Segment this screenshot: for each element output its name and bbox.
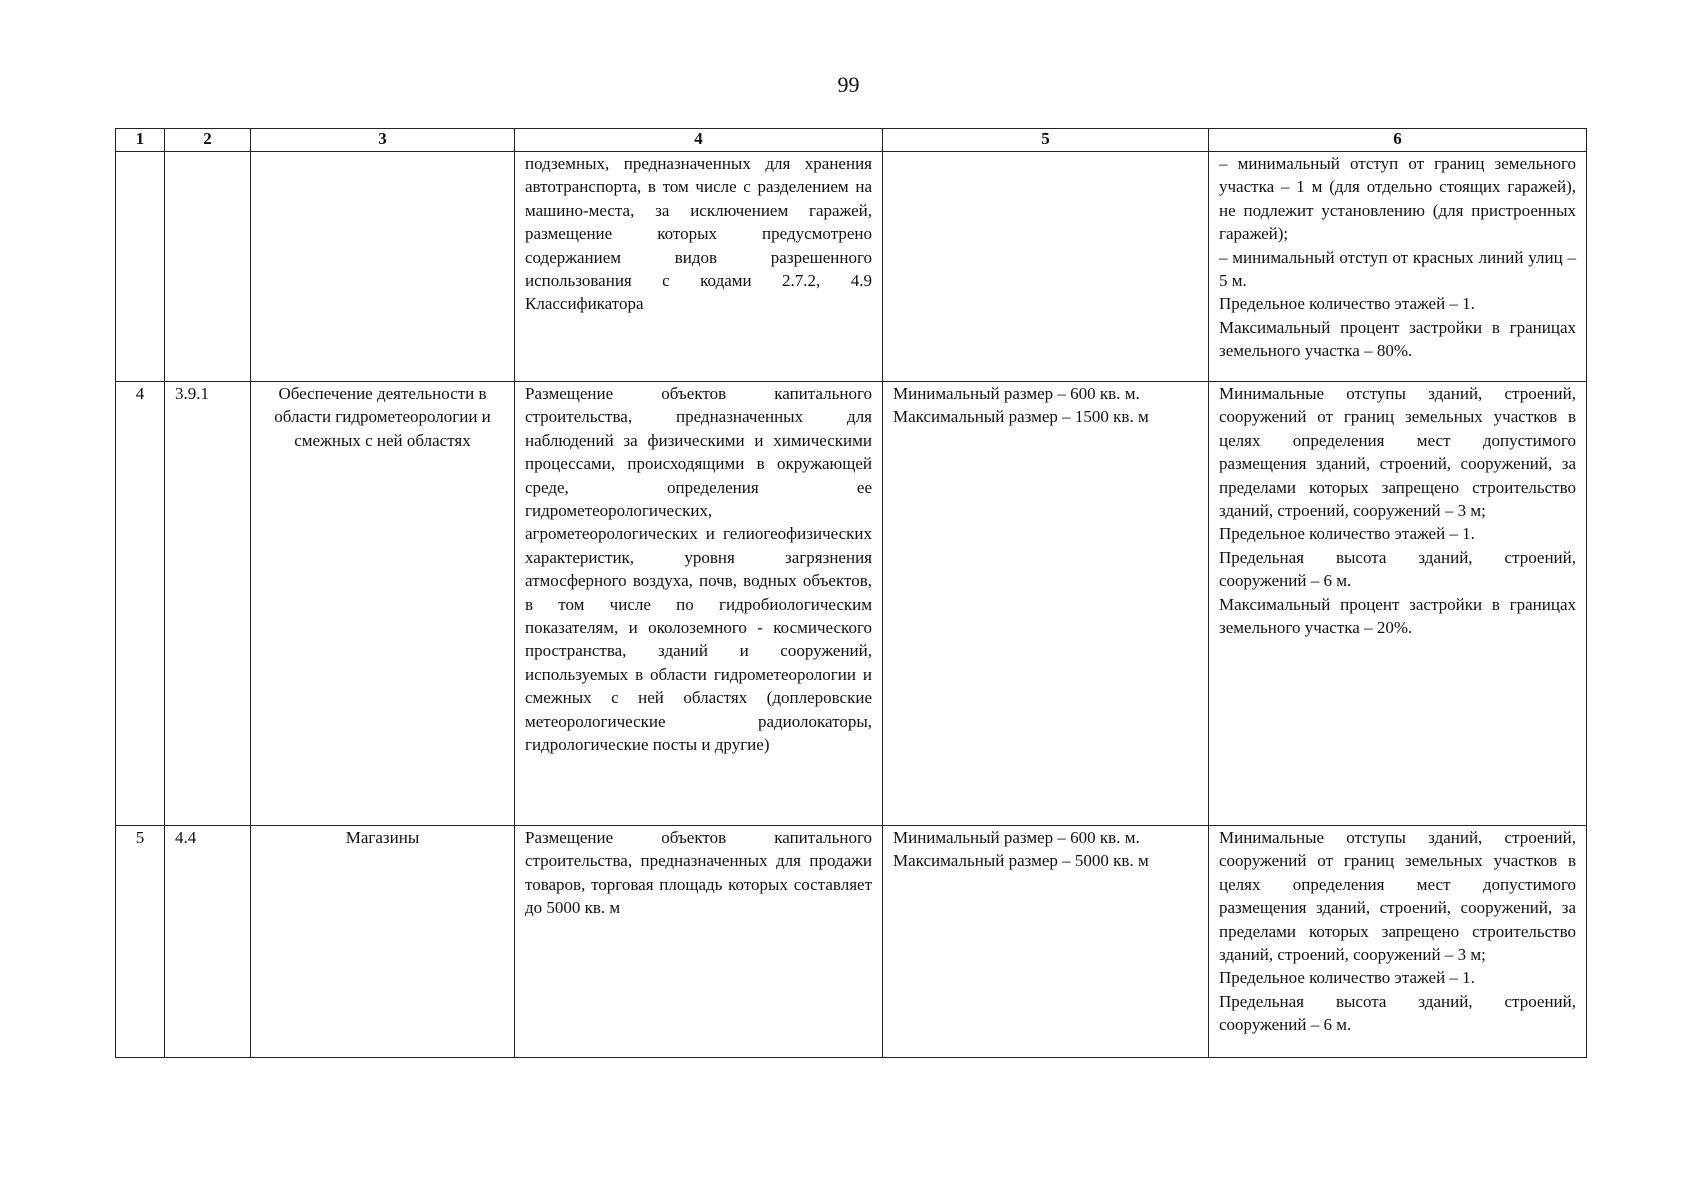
row-number [116,152,165,382]
plot-size: Минимальный размер – 600 кв. м. Максимальный размер – 5000 кв. м [883,826,1209,1058]
plot-size: Минимальный размер – 600 кв. м. Максимальный размер – 1500 кв. м [883,382,1209,826]
use-code: 4.4 [165,826,251,1058]
use-description: подземных, предназначенных для хранения автотранспорта, в том числе с разделением на машино-места, за исключением гаражей, размещение которых предусмотрено содержанием видов разрешенного использования с кодами 2.7.2, 4.9 Классификатора [515,152,883,382]
use-description: Размещение объектов капитального строительства, предназначенных для наблюдений за физическими и химическими процессами, происходящими в окружающей среде, определения ее гидрометеорологических, агрометеорологических и гелиогеофизических характеристик, уровня загрязнения атмосферного воздуха, почв, водных объектов, в том числе по гидробиологическим показателям, и околоземного - космического пространства, зданий и сооружений, используемых в области гидрометеорологии и смежных с ней областях (доплеровские метеорологические радиолокаторы, гидрологические посты и другие) [515,382,883,826]
column-header: 2 [165,129,251,152]
plot-size [883,152,1209,382]
use-name: Магазины [251,826,515,1058]
column-header: 6 [1209,129,1587,152]
build-parameters: Минимальные отступы зданий, строений, сооружений от границ земельных участков в целях определения мест допустимого размещения зданий, строений, сооружений, за пределами которых запрещено строительство зданий, строений, сооружений – 3 м; Предельное количество этажей – 1. Предельная высота зданий, строений, сооружений – 6 м. [1209,826,1587,1058]
row-number: 4 [116,382,165,826]
build-parameters: – минимальный отступ от границ земельного участка – 1 м (для отдельно стоящих гаражей), не подлежит установлению (для пристроенных гаражей); – минимальный отступ от красных линий улиц – 5 м. Предельное количество этажей – 1. Максимальный процент застройки в границах земельного участка – 80%. [1209,152,1587,382]
use-name: Обеспечение деятельности в области гидрометеорологии и смежных с ней областях [251,382,515,826]
zoning-table [115,128,1587,1058]
column-header: 3 [251,129,515,152]
use-code: 3.9.1 [165,382,251,826]
row-number: 5 [116,826,165,1058]
table-row [116,382,1587,826]
column-header: 4 [515,129,883,152]
table-header-row [116,129,1587,152]
use-description: Размещение объектов капитального строительства, предназначенных для продажи товаров, торговая площадь которых составляет до 5000 кв. м [515,826,883,1058]
column-header: 1 [116,129,165,152]
table-row [116,826,1587,1058]
page-number: 99 [837,72,860,97]
build-parameters: Минимальные отступы зданий, строений, сооружений от границ земельных участков в целях определения мест допустимого размещения зданий, строений, сооружений, за пределами которых запрещено строительство зданий, строений, сооружений – 3 м; Предельное количество этажей – 1. Предельная высота зданий, строений, сооружений – 6 м. Максимальный процент застройки в границах земельного участка – 20%. [1209,382,1587,826]
use-name [251,152,515,382]
table-row [116,152,1587,382]
use-code [165,152,251,382]
column-header: 5 [883,129,1209,152]
